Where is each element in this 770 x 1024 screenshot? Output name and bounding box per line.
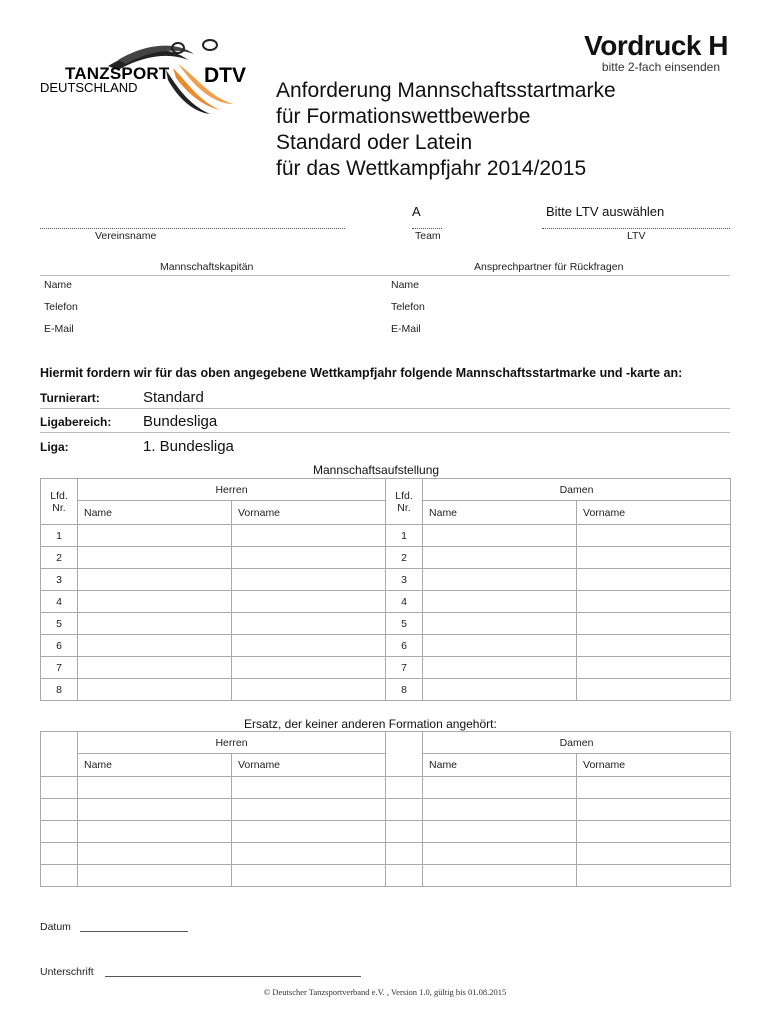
damen-name-cell[interactable] — [423, 777, 577, 799]
herren-name-cell[interactable] — [78, 679, 232, 701]
herren-vorname-cell[interactable] — [232, 777, 386, 799]
row-number: 2 — [386, 547, 423, 569]
row-number: 8 — [41, 679, 78, 701]
herren-vorname-cell[interactable] — [232, 569, 386, 591]
damen-vorname-cell[interactable] — [577, 613, 731, 635]
damen-vorname-cell[interactable] — [577, 843, 731, 865]
vorname-col-header: Vorname — [577, 501, 731, 525]
row-number: 3 — [386, 569, 423, 591]
row-number: 1 — [386, 525, 423, 547]
nr-label: Nr. — [52, 501, 66, 514]
vorname-col-header: Vorname — [577, 754, 731, 777]
lineup-table — [40, 478, 731, 701]
herren-vorname-cell[interactable] — [232, 843, 386, 865]
team-value[interactable]: A — [412, 204, 421, 219]
turnierart-label: Turnierart: — [40, 391, 100, 405]
herren-vorname-cell[interactable] — [232, 657, 386, 679]
damen-name-cell[interactable] — [423, 613, 577, 635]
damen-vorname-cell[interactable] — [577, 777, 731, 799]
empty-cell — [386, 799, 423, 821]
liga-value[interactable]: 1. Bundesliga — [143, 438, 234, 455]
herren-name-cell[interactable] — [78, 777, 232, 799]
empty-cell — [41, 865, 78, 887]
datum-line[interactable] — [80, 931, 188, 932]
captain-heading: Mannschaftskapitän — [160, 261, 254, 273]
row-number: 4 — [41, 591, 78, 613]
empty-cell — [386, 843, 423, 865]
empty-cell — [41, 821, 78, 843]
empty-cell — [41, 777, 78, 799]
table-row — [41, 591, 731, 613]
row-number: 2 — [41, 547, 78, 569]
table-row — [41, 525, 731, 547]
logo-brand: DTV — [204, 64, 246, 87]
captain-phone-label: Telefon — [44, 301, 78, 313]
row-number: 5 — [41, 613, 78, 635]
title-line: Anforderung Mannschaftsstartmarke — [276, 79, 616, 102]
herren-vorname-cell[interactable] — [232, 799, 386, 821]
divider — [40, 432, 730, 433]
lfd-header — [41, 479, 78, 525]
contact-email-label: E-Mail — [391, 323, 421, 335]
herren-name-cell[interactable] — [78, 613, 232, 635]
damen-name-cell[interactable] — [423, 657, 577, 679]
herren-header: Herren — [78, 732, 386, 754]
captain-name-label: Name — [44, 279, 73, 291]
herren-name-cell[interactable] — [78, 569, 232, 591]
row-number: 6 — [386, 635, 423, 657]
damen-vorname-cell[interactable] — [577, 657, 731, 679]
herren-name-cell[interactable] — [78, 865, 232, 887]
damen-name-cell[interactable] — [423, 821, 577, 843]
lfd-label: Lfd. — [50, 489, 68, 502]
signature-label: Unterschrift — [40, 966, 94, 978]
herren-name-cell[interactable] — [78, 547, 232, 569]
damen-vorname-cell[interactable] — [577, 547, 731, 569]
divider — [40, 408, 730, 409]
table-row — [41, 777, 731, 799]
herren-vorname-cell[interactable] — [232, 613, 386, 635]
title-line: Standard oder Latein — [276, 131, 473, 154]
name-col-header: Name — [78, 501, 232, 525]
table-row — [41, 865, 731, 887]
liga-label: Liga: — [40, 440, 69, 454]
herren-name-cell[interactable] — [78, 525, 232, 547]
dtv-logo — [38, 38, 258, 118]
substitutes-heading: Ersatz, der keiner anderen Formation angehört: — [244, 717, 497, 731]
damen-header: Damen — [423, 732, 731, 754]
lineup-heading: Mannschaftsaufstellung — [313, 463, 440, 477]
damen-name-cell[interactable] — [423, 843, 577, 865]
damen-vorname-cell[interactable] — [577, 821, 731, 843]
table-row — [41, 657, 731, 679]
empty-cell — [386, 821, 423, 843]
table-row — [41, 613, 731, 635]
damen-name-cell[interactable] — [423, 569, 577, 591]
vorname-col-header: Vorname — [232, 501, 386, 525]
table-row — [41, 635, 731, 657]
damen-vorname-cell[interactable] — [577, 591, 731, 613]
ligabereich-label: Ligabereich: — [40, 415, 112, 429]
logo-line2: DEUTSCHLAND — [40, 80, 138, 95]
team-label: Team — [415, 230, 441, 242]
herren-vorname-cell[interactable] — [232, 547, 386, 569]
herren-name-cell[interactable] — [78, 821, 232, 843]
row-number: 6 — [41, 635, 78, 657]
table-row — [41, 843, 731, 865]
name-col-header: Name — [423, 754, 577, 777]
datum-label: Datum — [40, 921, 71, 933]
empty-cell — [41, 799, 78, 821]
empty-cell — [386, 865, 423, 887]
damen-name-cell[interactable] — [423, 635, 577, 657]
name-col-header: Name — [78, 754, 232, 777]
verein-line[interactable] — [40, 228, 345, 229]
row-number: 1 — [41, 525, 78, 547]
verein-label: Vereinsname — [95, 230, 157, 242]
herren-name-cell[interactable] — [78, 591, 232, 613]
damen-vorname-cell[interactable] — [577, 525, 731, 547]
herren-name-cell[interactable] — [78, 843, 232, 865]
damen-name-cell[interactable] — [423, 799, 577, 821]
damen-vorname-cell[interactable] — [577, 865, 731, 887]
row-number: 7 — [386, 657, 423, 679]
herren-vorname-cell[interactable] — [232, 865, 386, 887]
title-line: für Formationswettbewerbe — [276, 105, 531, 128]
herren-vorname-cell[interactable] — [232, 635, 386, 657]
contact-name-label: Name — [391, 279, 420, 291]
damen-header: Damen — [423, 479, 731, 501]
ltv-select[interactable]: Bitte LTV auswählen — [546, 204, 665, 219]
row-number: 5 — [386, 613, 423, 635]
empty-cell — [41, 732, 78, 777]
ltv-line — [542, 228, 730, 229]
row-number: 3 — [41, 569, 78, 591]
damen-name-cell[interactable] — [423, 679, 577, 701]
herren-header: Herren — [78, 479, 386, 501]
table-row — [41, 679, 731, 701]
damen-vorname-cell[interactable] — [577, 799, 731, 821]
empty-cell — [386, 732, 423, 777]
contact-heading: Ansprechpartner für Rückfragen — [474, 261, 624, 273]
row-number: 4 — [386, 591, 423, 613]
request-statement: Hiermit fordern wir für das oben angegebene Wettkampfjahr folgende Mannschaftsstartmarke und -karte an: — [40, 366, 683, 380]
form-title — [276, 78, 616, 182]
table-row — [41, 821, 731, 843]
copies-note: bitte 2-fach einsenden — [601, 60, 720, 74]
table-row — [41, 547, 731, 569]
herren-vorname-cell[interactable] — [232, 525, 386, 547]
damen-name-cell[interactable] — [423, 547, 577, 569]
herren-vorname-cell[interactable] — [232, 821, 386, 843]
empty-cell — [41, 843, 78, 865]
substitutes-table — [40, 731, 731, 887]
name-col-header: Name — [423, 501, 577, 525]
herren-name-cell[interactable] — [78, 799, 232, 821]
damen-name-cell[interactable] — [423, 865, 577, 887]
turnierart-value[interactable]: Standard — [143, 389, 204, 406]
herren-name-cell[interactable] — [78, 657, 232, 679]
captain-email-label: E-Mail — [44, 323, 74, 335]
row-number: 8 — [386, 679, 423, 701]
team-line — [412, 228, 442, 229]
copyright: © Deutscher Tanzsportverband e.V. , Version 1.0, gültig bis 01.08.2015 — [263, 987, 507, 997]
lfd-label: Lfd. — [395, 489, 413, 502]
title-line: für das Wettkampfjahr 2014/2015 — [276, 157, 587, 180]
lfd-header — [386, 479, 423, 525]
nr-label: Nr. — [397, 501, 411, 514]
row-number: 7 — [41, 657, 78, 679]
contact-phone-label: Telefon — [391, 301, 425, 313]
vorname-col-header: Vorname — [232, 754, 386, 777]
damen-vorname-cell[interactable] — [577, 635, 731, 657]
contacts-divider — [40, 275, 730, 276]
signature-line[interactable] — [105, 976, 361, 977]
table-row — [41, 799, 731, 821]
ligabereich-value[interactable]: Bundesliga — [143, 413, 218, 430]
damen-name-cell[interactable] — [423, 525, 577, 547]
ltv-label: LTV — [627, 230, 646, 242]
form-code: Vordruck H — [584, 30, 728, 61]
logo-line1: TANZSPORT — [65, 64, 170, 83]
damen-name-cell[interactable] — [423, 591, 577, 613]
table-row — [41, 569, 731, 591]
herren-vorname-cell[interactable] — [232, 591, 386, 613]
herren-vorname-cell[interactable] — [232, 679, 386, 701]
damen-vorname-cell[interactable] — [577, 679, 731, 701]
herren-name-cell[interactable] — [78, 635, 232, 657]
damen-vorname-cell[interactable] — [577, 569, 731, 591]
dancers-swoosh-icon — [38, 38, 258, 118]
empty-cell — [386, 777, 423, 799]
